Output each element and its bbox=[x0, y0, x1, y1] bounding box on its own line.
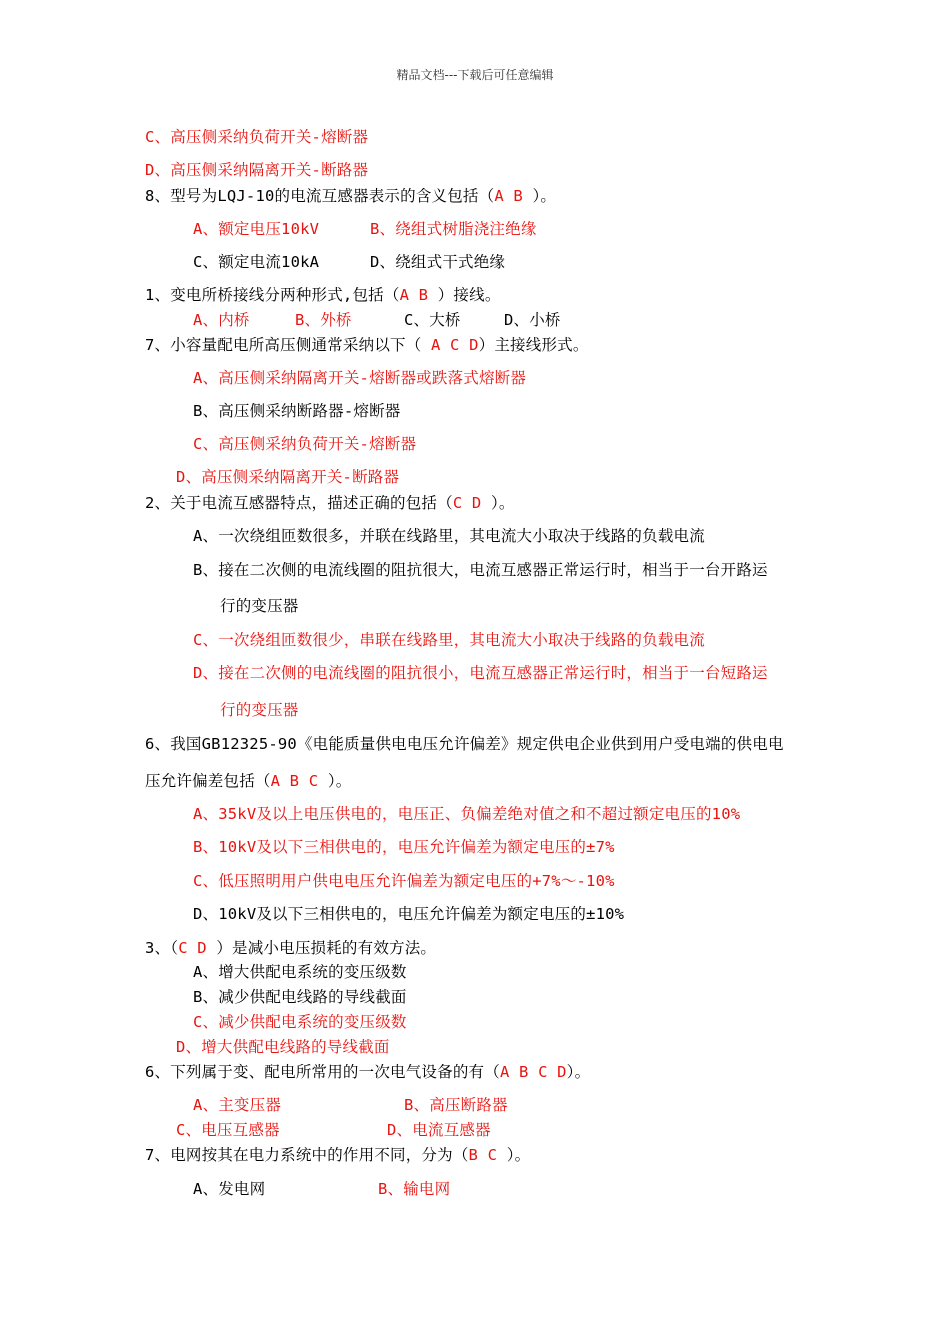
option-c: C、高压侧采纳负荷开关-熔断器 bbox=[193, 435, 417, 453]
question-suffix: ）主接线形式。 bbox=[478, 336, 589, 354]
option-a: A、额定电压10kV bbox=[193, 220, 320, 238]
question-text: 6、下列属于变、配电所常用的一次电气设备的有（ bbox=[145, 1063, 500, 1081]
option-d: D、电流互感器 bbox=[387, 1121, 491, 1139]
question-suffix: ）。 bbox=[532, 187, 557, 205]
question-8 bbox=[145, 186, 556, 206]
answer-key: A B bbox=[494, 187, 533, 205]
option-d: D、增大供配电线路的导线截面 bbox=[176, 1038, 390, 1056]
question-6: 6、我国GB12325-90《电能质量供电电压允许偏差》规定供电企业供到用户受电端的供电电 bbox=[145, 735, 784, 753]
question-7b bbox=[145, 1145, 530, 1165]
option-b: B、绕组式树脂浇注绝缘 bbox=[370, 220, 537, 238]
option-a: A、主变压器 bbox=[193, 1096, 282, 1114]
question-suffix: ）是减小电压损耗的有效方法。 bbox=[216, 939, 437, 957]
option-d: D、接在二次侧的电流线圈的阻抗很小，电流互感器正常运行时，相当于一台短路运 bbox=[193, 664, 768, 682]
answer-key: B C bbox=[468, 1146, 507, 1164]
option-d: D、小桥 bbox=[504, 311, 561, 329]
question-text: 7、小容量配电所高压侧通常采纳以下（ bbox=[145, 336, 431, 354]
question-3 bbox=[145, 938, 436, 958]
option-a: A、高压侧采纳隔离开关-熔断器或跌落式熔断器 bbox=[193, 369, 527, 387]
question-text: 8、型号为LQJ-10的电流互感器表示的含义包括（ bbox=[145, 187, 495, 205]
question-7 bbox=[145, 335, 589, 355]
option-c: C、大桥 bbox=[404, 311, 461, 329]
option-b: B、高压断路器 bbox=[404, 1096, 508, 1114]
option-c: C、电压互感器 bbox=[176, 1121, 280, 1139]
option-a: A、35kV及以上电压供电的，电压正、负偏差绝对值之和不超过额定电压的10% bbox=[193, 805, 741, 823]
option-c: C、减少供配电系统的变压级数 bbox=[193, 1013, 407, 1031]
option-d: D、绕组式干式绝缘 bbox=[370, 253, 506, 271]
question-suffix: ）接线。 bbox=[437, 286, 501, 304]
option-c: C、一次绕组匝数很少，串联在线路里，其电流大小取决于线路的负载电流 bbox=[193, 631, 705, 649]
question-suffix: ）。 bbox=[327, 772, 352, 790]
option-a: A、内桥 bbox=[193, 311, 250, 329]
question-suffix: ）。 bbox=[490, 494, 515, 512]
answer-key: A B C bbox=[270, 772, 328, 790]
question-suffix: ）。 bbox=[506, 1146, 531, 1164]
option-d: D、10kV及以下三相供电的，电压允许偏差为额定电压的±10% bbox=[193, 905, 625, 923]
option-a: A、增大供配电系统的变压级数 bbox=[193, 963, 407, 981]
question-text: 压允许偏差包括（ bbox=[145, 772, 271, 790]
option-b: B、高压侧采纳断路器-熔断器 bbox=[193, 402, 401, 420]
option-b: B、减少供配电线路的导线截面 bbox=[193, 988, 407, 1006]
option-b: B、接在二次侧的电流线圈的阻抗很大，电流互感器正常运行时，相当于一台开路运 bbox=[193, 561, 768, 579]
option-d: D、高压侧采纳隔离开关-断路器 bbox=[176, 468, 400, 486]
question-2 bbox=[145, 493, 515, 513]
option-c: C、低压照明用户供电电压允许偏差为额定电压的+7%～-10% bbox=[193, 872, 615, 890]
option-c: C、高压侧采纳负荷开关-熔断器 bbox=[145, 128, 369, 146]
question-6-continued bbox=[145, 771, 351, 791]
option-c: C、额定电流10kA bbox=[193, 253, 320, 271]
question-6b bbox=[145, 1062, 590, 1082]
question-text: 3、（ bbox=[145, 939, 179, 957]
question-1 bbox=[145, 285, 501, 305]
answer-key: A B bbox=[399, 286, 438, 304]
option-b: B、输电网 bbox=[378, 1180, 451, 1198]
answer-key: C D bbox=[178, 939, 217, 957]
answer-key: C D bbox=[452, 494, 491, 512]
option-b: B、10kV及以下三相供电的，电压允许偏差为额定电压的±7% bbox=[193, 838, 615, 856]
answer-key: A B C D bbox=[499, 1063, 567, 1081]
question-text: 1、变电所桥接线分两种形式,包括（ bbox=[145, 286, 400, 304]
option-b: B、外桥 bbox=[295, 311, 352, 329]
option-d: D、高压侧采纳隔离开关-断路器 bbox=[145, 161, 369, 179]
question-suffix: ）。 bbox=[566, 1063, 591, 1081]
option-a: A、一次绕组匝数很多，并联在线路里，其电流大小取决于线路的负载电流 bbox=[193, 527, 705, 545]
option-d-continued: 行的变压器 bbox=[220, 701, 299, 719]
question-text: 7、电网按其在电力系统中的作用不同，分为（ bbox=[145, 1146, 469, 1164]
answer-key: A C D bbox=[430, 336, 479, 354]
page-header: 精品文档---下载后可任意编辑 bbox=[396, 68, 554, 82]
option-a: A、发电网 bbox=[193, 1180, 266, 1198]
question-text: 2、关于电流互感器特点，描述正确的包括（ bbox=[145, 494, 453, 512]
option-b-continued: 行的变压器 bbox=[220, 597, 299, 615]
